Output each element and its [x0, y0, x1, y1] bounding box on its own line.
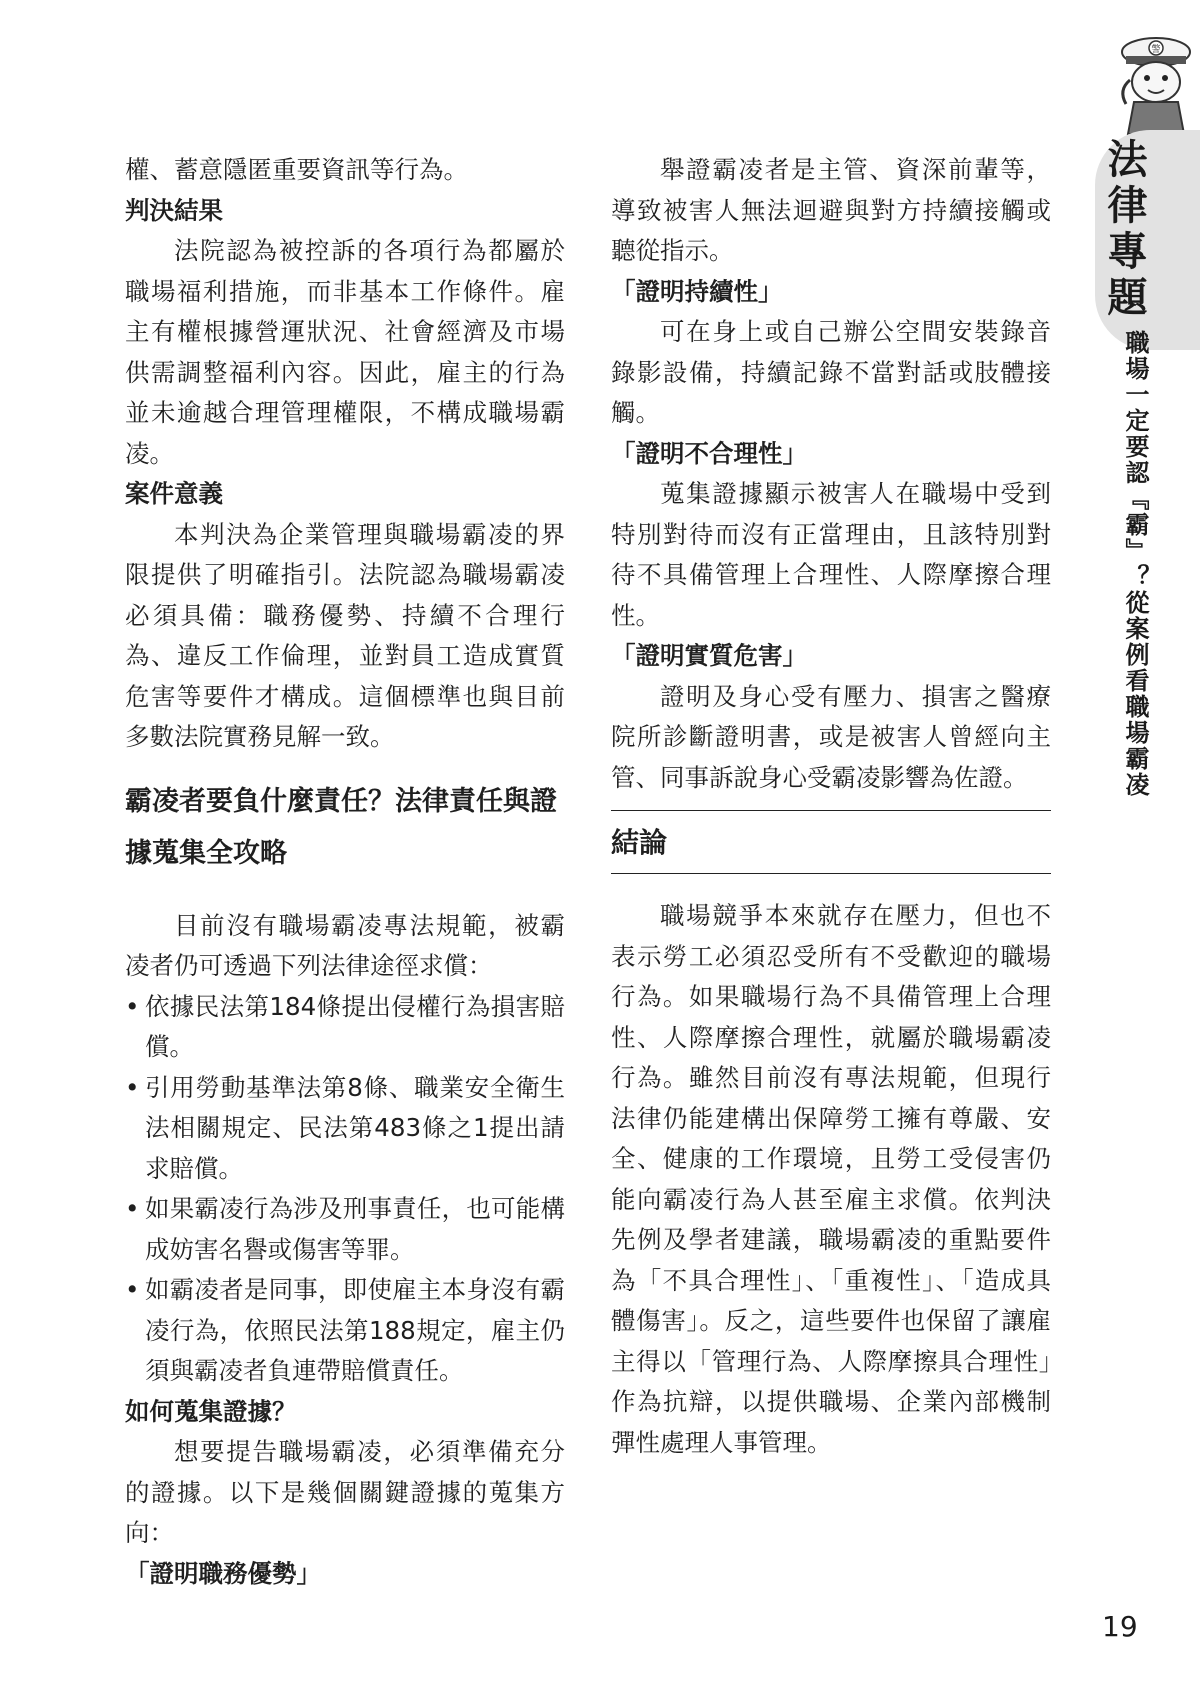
heading-prove-dominance: 「證明職務優勢」	[125, 1558, 321, 1588]
list-item: • 如霸凌者是同事，即使雇主本身沒有霸凌行為，依照民法第188規定，雇主仍須與霸凌者負連帶賠償責任。	[125, 1270, 565, 1392]
heading-evidence-collection: 如何蒐集證據？	[125, 1396, 297, 1426]
heading-prove-unreasonableness: 「證明不合理性」	[611, 438, 807, 468]
right-column	[611, 150, 1051, 1463]
police-mascot-icon	[1112, 30, 1200, 135]
paragraph-prove-dominance: 舉證霸凌者是主管、資深前輩等，導致被害人無法迴避與對方持續接觸或聽從指示。	[611, 155, 1051, 265]
paragraph-prove-persistence: 可在身上或自己辦公空間安裝錄音錄影設備，持續記錄不當對話或肢體接觸。	[611, 317, 1051, 427]
paragraph-prove-unreasonableness: 蒐集證據顯示被害人在職場中受到特別對待而沒有正當理由，且該特別對待不具備管理上合理性、人際摩擦合理性。	[611, 479, 1051, 630]
heading-conclusion: 結論	[611, 826, 668, 859]
heading-judgment-result: 判決結果	[125, 195, 223, 225]
paragraph-case-significance: 本判決為企業管理與職場霸凌的界限提供了明確指引。法院認為職場霸凌必須具備：職務優勢、持續不合理行為、違反工作倫理，並對員工造成實質危害等要件才構成。這個標準也與目前多數法院實務見解一致。	[125, 519, 565, 751]
paragraph-prove-harm: 證明及身心受有壓力、損害之醫療院所診斷證明書，或是被害人曾經向主管、同事訴說身心受霸凌影響為佐證。	[611, 681, 1051, 792]
legal-remedies-list	[125, 987, 565, 1392]
paragraph-evidence-collection: 想要提告職場霸凌，必須準備充分的證據。以下是幾個關鍵證據的蒐集方向：	[125, 1437, 565, 1547]
paragraph-continued: 權、蓄意隱匿重要資訊等行為。	[125, 155, 468, 184]
list-item: • 引用勞動基準法第8條、職業安全衛生法相關規定、民法第483條之1提出請求賠償。	[125, 1068, 565, 1190]
page-number: 19	[1102, 1610, 1138, 1643]
conclusion-heading-block	[611, 810, 1051, 874]
paragraph-legal-remedies-intro: 目前沒有職場霸凌專法規範，被霸凌者仍可透過下列法律途徑求償：	[125, 910, 565, 980]
section-heading-liability: 霸凌者要負什麼責任？法律責任與證據蒐集全攻略	[125, 785, 557, 869]
heading-prove-persistence: 「證明持續性」	[611, 276, 783, 306]
paragraph-judgment-result: 法院認為被控訴的各項行為都屬於職場福利措施，而非基本工作條件。雇主有權根據營運狀況、社會經濟及市場供需調整福利內容。因此，雇主的行為並未逾越合理管理權限，不構成職場霸凌。	[125, 236, 565, 468]
left-column	[125, 150, 565, 1594]
badge-text: 警	[1151, 45, 1161, 55]
heading-prove-harm: 「證明實質危害」	[611, 641, 807, 670]
heading-case-significance: 案件意義	[125, 479, 223, 508]
running-title: 職場一定要認『霸』？從案例看職場霸凌	[1121, 330, 1149, 798]
list-item: • 依據民法第184條提出侵權行為損害賠償。	[125, 987, 565, 1068]
list-item: • 如果霸凌行為涉及刑事責任，也可能構成妨害名譽或傷害等罪。	[125, 1189, 565, 1270]
side-tab-label: 法律專題	[1101, 138, 1148, 322]
paragraph-conclusion: 職場競爭本來就存在壓力，但也不表示勞工必須忍受所有不受歡迎的職場行為。如果職場行為不具備管理上合理性、人際摩擦合理性，就屬於職場霸凌行為。雖然目前沒有專法規範，但現行法律仍能建構出保障勞工擁有尊嚴、安全、健康的工作環境，且勞工受侵害仍能向霸凌行為人甚至雇主求償。依判決先例及學者建議，職場霸凌的重點要件為「不具合理性」、「重複性」、「造成具體傷害」。反之，這些要件也保留了讓雇主得以「管理行為、人際摩擦具合理性」作為抗辯，以提供職場、企業內部機制彈性處理人事管理。	[611, 901, 1051, 1457]
